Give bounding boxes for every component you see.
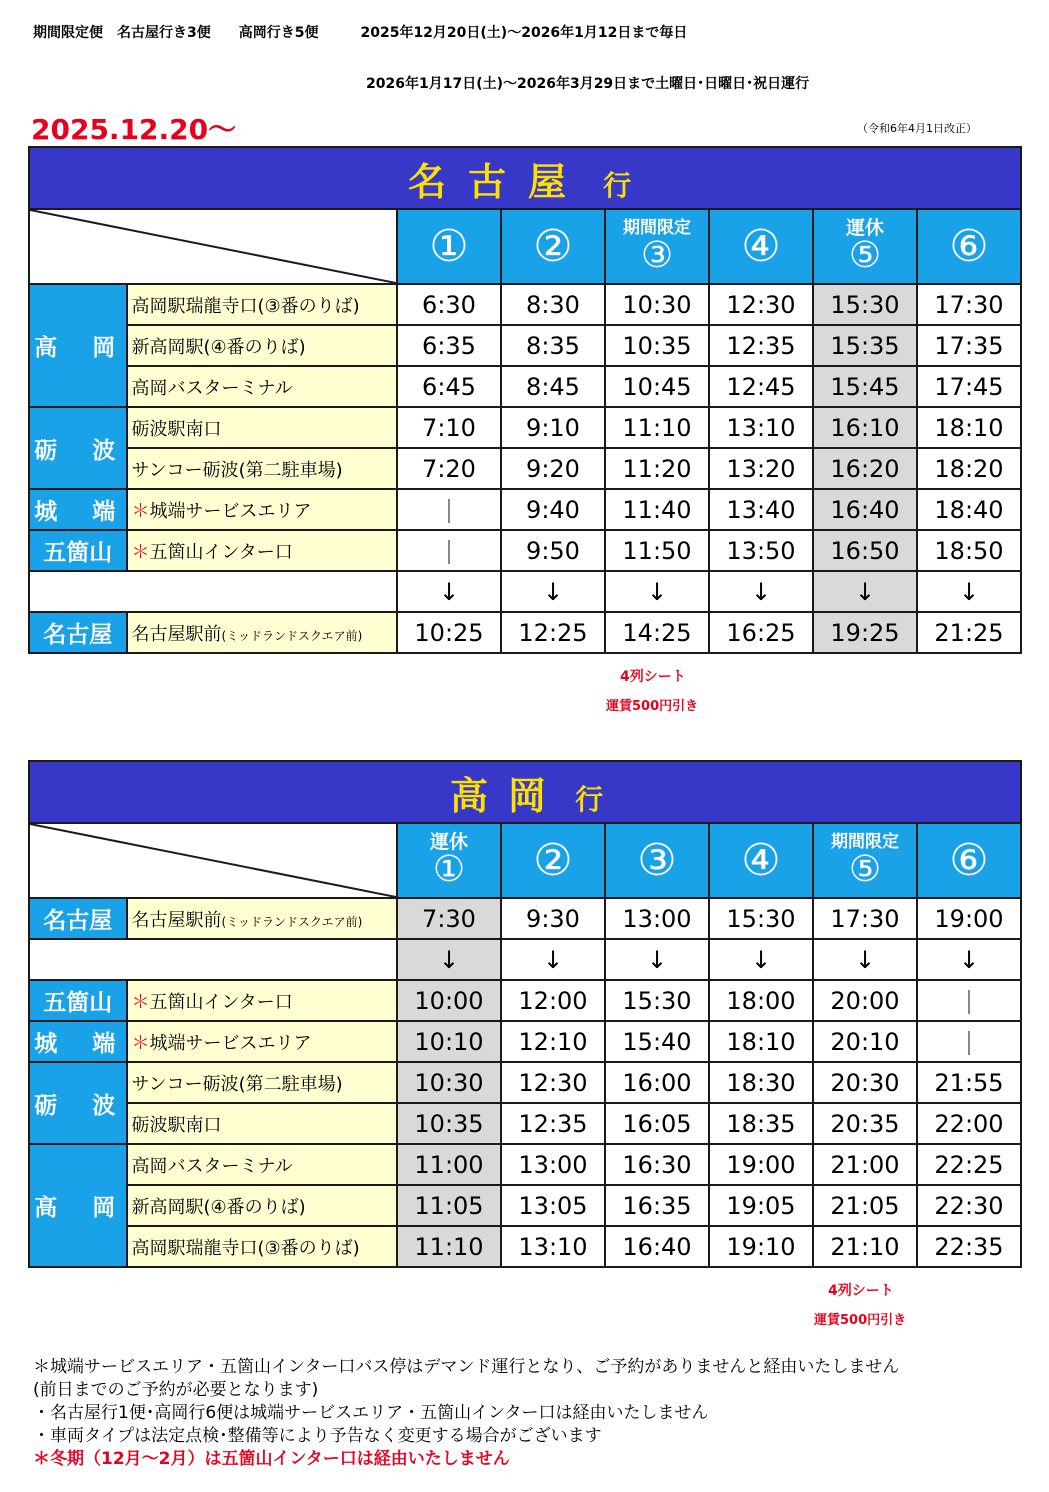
region-label: 砺 波	[29, 407, 127, 489]
time-cell: ↓	[605, 939, 709, 980]
time-cell: 11:40	[605, 489, 709, 530]
region-label: 名古屋	[29, 898, 127, 939]
stop-label: 砺波駅南口	[131, 1114, 222, 1136]
time-cell: 16:40	[813, 489, 917, 530]
stop-name	[127, 612, 397, 653]
time-cell: 6:30	[397, 284, 501, 325]
time-cell: 22:30	[917, 1185, 1021, 1226]
time-cell: 18:10	[917, 407, 1021, 448]
time-cell: 22:00	[917, 1103, 1021, 1144]
takaoka-title-suffix: 行	[575, 782, 604, 816]
time-cell: ↓	[709, 939, 813, 980]
column-header-label: 運休	[845, 216, 884, 239]
spacer-cell	[29, 571, 397, 612]
spacer-cell	[29, 939, 397, 980]
stop-label: 新高岡駅(④番のりば)	[131, 336, 306, 358]
time-cell: 12:45	[709, 366, 813, 407]
column-number: ③	[640, 234, 674, 276]
column-header-4	[709, 209, 813, 284]
region-label: 高 岡	[29, 1144, 127, 1267]
time-cell: 11:10	[605, 407, 709, 448]
time-cell: 19:00	[917, 898, 1021, 939]
time-cell: ↓	[501, 571, 605, 612]
column-header-2	[501, 823, 605, 898]
takaoka-note-fare: 運賃500円引き	[814, 1313, 907, 1328]
table-row	[29, 1021, 1021, 1062]
time-cell: 16:00	[605, 1062, 709, 1103]
table-row	[29, 898, 1021, 939]
time-cell: 16:30	[605, 1144, 709, 1185]
nagoya-title-banner	[29, 147, 1021, 209]
stop-label: 城端サービスエリア	[149, 500, 312, 522]
nagoya-note-fare: 運賃500円引き	[606, 699, 699, 714]
column-number: ②	[533, 220, 573, 272]
time-cell: 19:05	[709, 1185, 813, 1226]
time-cell: 21:25	[917, 612, 1021, 653]
table-row	[29, 1062, 1021, 1103]
time-cell: ｜	[917, 1021, 1021, 1062]
stop-label: 砺波駅南口	[131, 418, 222, 440]
time-cell: 7:20	[397, 448, 501, 489]
footer-line-1: ＊城端サービスエリア・五箇山インター口バス停はデマンド運行となり、ご予約がありませんと経由いたしません	[33, 1357, 900, 1377]
table-row	[29, 1226, 1021, 1267]
time-cell: 16:25	[709, 612, 813, 653]
stop-name	[127, 530, 397, 571]
time-cell: 8:45	[501, 366, 605, 407]
time-cell: 18:35	[709, 1103, 813, 1144]
time-cell: 12:10	[501, 1021, 605, 1062]
time-cell: 14:25	[605, 612, 709, 653]
time-cell: 15:40	[605, 1021, 709, 1062]
time-cell: 13:20	[709, 448, 813, 489]
time-cell: 12:25	[501, 612, 605, 653]
time-cell: 12:30	[501, 1062, 605, 1103]
time-cell: 21:10	[813, 1226, 917, 1267]
stop-name	[127, 898, 397, 939]
table-row	[29, 980, 1021, 1021]
table-row	[29, 366, 1021, 407]
time-cell: 16:05	[605, 1103, 709, 1144]
table-row	[29, 612, 1021, 653]
stop-label: 新高岡駅(④番のりば)	[131, 1196, 306, 1218]
footer-line-5: ＊冬期（12月～2月）は五箇山インター口は経由いたしません	[33, 1449, 510, 1469]
nagoya-note-seat: 4列シート	[620, 669, 686, 685]
stop-sublabel: (ミッドランドスクエア前)	[221, 914, 363, 929]
time-cell: 13:10	[501, 1226, 605, 1267]
column-number: ⑥	[949, 220, 989, 272]
footer-line-4: ・車両タイプは法定点検･整備等により予告なく変更する場合がございます	[33, 1426, 602, 1446]
column-header-6	[917, 823, 1021, 898]
time-cell: 15:30	[709, 898, 813, 939]
time-cell: 16:50	[813, 530, 917, 571]
nagoya-title: 名古屋	[408, 159, 589, 204]
stop-name	[127, 1144, 397, 1185]
takaoka-title-banner	[29, 761, 1021, 823]
region-label: 五箇山	[29, 980, 127, 1021]
column-header-label: 期間限定	[831, 832, 899, 853]
time-cell: 12:35	[709, 325, 813, 366]
time-cell: ↓	[397, 571, 501, 612]
time-cell: 17:35	[917, 325, 1021, 366]
time-cell: 9:30	[501, 898, 605, 939]
time-cell: 11:50	[605, 530, 709, 571]
time-cell: 19:10	[709, 1226, 813, 1267]
time-cell: 10:30	[397, 1062, 501, 1103]
stop-name	[127, 489, 397, 530]
stop-label: 高岡バスターミナル	[131, 377, 293, 399]
region-label: 五箇山	[29, 530, 127, 571]
region-label: 名古屋	[29, 612, 127, 653]
time-cell: 17:45	[917, 366, 1021, 407]
time-cell: 18:30	[709, 1062, 813, 1103]
header-line-1: 期間限定便 名古屋行き3便 高岡行き5便 2025年12月20日(土)～2026年1月12日まで毎日	[33, 25, 688, 41]
timetable-nagoya	[28, 146, 1022, 654]
time-cell: 22:25	[917, 1144, 1021, 1185]
table-row	[29, 530, 1021, 571]
column-header-4	[709, 823, 813, 898]
table-row	[29, 489, 1021, 530]
time-cell: ↓	[813, 571, 917, 612]
time-cell: 15:35	[813, 325, 917, 366]
time-cell: 10:45	[605, 366, 709, 407]
column-header-label: 運休	[429, 830, 468, 853]
time-cell: ↓	[605, 571, 709, 612]
time-cell: 10:25	[397, 612, 501, 653]
time-cell: 7:30	[397, 898, 501, 939]
table-row	[29, 1185, 1021, 1226]
column-number: ①	[432, 849, 466, 891]
column-header-3	[605, 209, 709, 284]
time-cell: 17:30	[917, 284, 1021, 325]
stop-name	[127, 1021, 397, 1062]
stop-name	[127, 1062, 397, 1103]
column-number: ②	[533, 834, 573, 886]
time-cell: 20:30	[813, 1062, 917, 1103]
time-cell: 6:35	[397, 325, 501, 366]
stop-name	[127, 980, 397, 1021]
time-cell: 21:00	[813, 1144, 917, 1185]
table-row	[29, 407, 1021, 448]
time-cell: 18:20	[917, 448, 1021, 489]
stop-label: 名古屋駅前	[131, 909, 222, 931]
time-cell: 9:10	[501, 407, 605, 448]
stop-name	[127, 407, 397, 448]
table-row	[29, 448, 1021, 489]
time-cell: 10:00	[397, 980, 501, 1021]
time-cell: 18:00	[709, 980, 813, 1021]
demand-mark: ＊	[131, 991, 150, 1013]
time-cell: 21:55	[917, 1062, 1021, 1103]
column-header-1	[397, 209, 501, 284]
time-cell: 7:10	[397, 407, 501, 448]
time-cell: ｜	[397, 489, 501, 530]
column-header-label: 期間限定	[623, 218, 691, 239]
time-cell: 12:30	[709, 284, 813, 325]
time-cell: 15:45	[813, 366, 917, 407]
stop-sublabel: (ミッドランドスクエア前)	[221, 628, 363, 643]
stop-name	[127, 1226, 397, 1267]
table-row	[29, 571, 1021, 612]
column-number: ⑥	[949, 834, 989, 886]
time-cell: 12:35	[501, 1103, 605, 1144]
time-cell: 12:00	[501, 980, 605, 1021]
column-header-5	[813, 209, 917, 284]
demand-mark: ＊	[131, 1032, 150, 1054]
time-cell: 16:10	[813, 407, 917, 448]
time-cell: ｜	[397, 530, 501, 571]
stop-label: 高岡駅瑞龍寺口(③番のりば)	[131, 1237, 360, 1259]
stop-label: サンコー砺波(第二駐車場)	[131, 459, 343, 481]
time-cell: 20:10	[813, 1021, 917, 1062]
column-number: ③	[637, 834, 677, 886]
time-cell: 16:35	[605, 1185, 709, 1226]
time-cell: 10:35	[605, 325, 709, 366]
demand-mark: ＊	[131, 500, 150, 522]
diagonal-line	[30, 210, 396, 283]
header-diagonal-cell	[29, 209, 397, 284]
time-cell: 18:50	[917, 530, 1021, 571]
time-cell: 10:30	[605, 284, 709, 325]
column-header-1	[397, 823, 501, 898]
stop-label: 名古屋駅前	[131, 623, 222, 645]
time-cell: 11:20	[605, 448, 709, 489]
time-cell: 13:00	[501, 1144, 605, 1185]
stop-label: サンコー砺波(第二駐車場)	[131, 1073, 343, 1095]
region-label: 城 端	[29, 489, 127, 530]
column-number: ④	[741, 220, 781, 272]
table-row	[29, 1103, 1021, 1144]
stop-label: 五箇山インター口	[149, 991, 293, 1013]
time-cell: 17:30	[813, 898, 917, 939]
time-cell: 18:10	[709, 1021, 813, 1062]
time-cell: 8:30	[501, 284, 605, 325]
diagonal-line	[30, 824, 396, 897]
time-cell: 21:05	[813, 1185, 917, 1226]
stop-name	[127, 284, 397, 325]
table-row	[29, 1144, 1021, 1185]
time-cell: 9:40	[501, 489, 605, 530]
time-cell: ｜	[917, 980, 1021, 1021]
revision-note: （令和6年4月1日改正）	[857, 122, 977, 135]
time-cell: 20:00	[813, 980, 917, 1021]
region-label: 高 岡	[29, 284, 127, 407]
stop-name	[127, 448, 397, 489]
column-header-6	[917, 209, 1021, 284]
header-line-2: 2026年1月17日(土)～2026年3月29日まで土曜日･日曜日･祝日運行	[366, 76, 810, 92]
time-cell: 13:00	[605, 898, 709, 939]
stop-name	[127, 1103, 397, 1144]
time-cell: 10:10	[397, 1021, 501, 1062]
takaoka-title: 高岡	[450, 773, 567, 818]
table-row	[29, 325, 1021, 366]
time-cell: 22:35	[917, 1226, 1021, 1267]
region-label: 砺 波	[29, 1062, 127, 1144]
time-cell: 11:10	[397, 1226, 501, 1267]
time-cell: 18:40	[917, 489, 1021, 530]
column-header-3	[605, 823, 709, 898]
timetable-takaoka	[28, 760, 1022, 1268]
time-cell: ↓	[501, 939, 605, 980]
time-cell: 8:35	[501, 325, 605, 366]
time-cell: 9:50	[501, 530, 605, 571]
footer-line-2: (前日までのご予約が必要となります)	[33, 1380, 319, 1400]
footer-line-3: ・名古屋行1便･高岡行6便は城端サービスエリア・五箇山インター口は経由いたしません	[33, 1403, 709, 1423]
column-number: ④	[741, 834, 781, 886]
column-number: ①	[429, 220, 469, 272]
time-cell: 13:50	[709, 530, 813, 571]
time-cell: 9:20	[501, 448, 605, 489]
stop-name	[127, 366, 397, 407]
column-header-5	[813, 823, 917, 898]
time-cell: 16:20	[813, 448, 917, 489]
table-row	[29, 939, 1021, 980]
region-label: 城 端	[29, 1021, 127, 1062]
column-header-2	[501, 209, 605, 284]
column-number: ⑤	[848, 235, 882, 277]
table-row	[29, 284, 1021, 325]
time-cell: 11:00	[397, 1144, 501, 1185]
time-cell: 13:05	[501, 1185, 605, 1226]
time-cell: 11:05	[397, 1185, 501, 1226]
stop-label: 高岡駅瑞龍寺口(③番のりば)	[131, 295, 360, 317]
time-cell: ↓	[397, 939, 501, 980]
stop-name	[127, 1185, 397, 1226]
takaoka-note-seat: 4列シート	[828, 1283, 894, 1299]
stop-label: 高岡バスターミナル	[131, 1155, 293, 1177]
time-cell: 13:10	[709, 407, 813, 448]
time-cell: 13:40	[709, 489, 813, 530]
time-cell: 15:30	[605, 980, 709, 1021]
header-diagonal-cell	[29, 823, 397, 898]
time-cell: 20:35	[813, 1103, 917, 1144]
stop-label: 城端サービスエリア	[149, 1032, 312, 1054]
time-cell: ↓	[709, 571, 813, 612]
stop-name	[127, 325, 397, 366]
time-cell: ↓	[813, 939, 917, 980]
time-cell: ↓	[917, 571, 1021, 612]
column-number: ⑤	[848, 848, 882, 890]
time-cell: 15:30	[813, 284, 917, 325]
demand-mark: ＊	[131, 541, 150, 563]
nagoya-title-suffix: 行	[603, 168, 632, 202]
time-cell: 6:45	[397, 366, 501, 407]
time-cell: 16:40	[605, 1226, 709, 1267]
time-cell: ↓	[917, 939, 1021, 980]
stop-label: 五箇山インター口	[149, 541, 293, 563]
time-cell: 19:00	[709, 1144, 813, 1185]
time-cell: 10:35	[397, 1103, 501, 1144]
footer-notes	[33, 1356, 899, 1471]
time-cell: 19:25	[813, 612, 917, 653]
effective-date: 2025.12.20～	[31, 113, 237, 146]
